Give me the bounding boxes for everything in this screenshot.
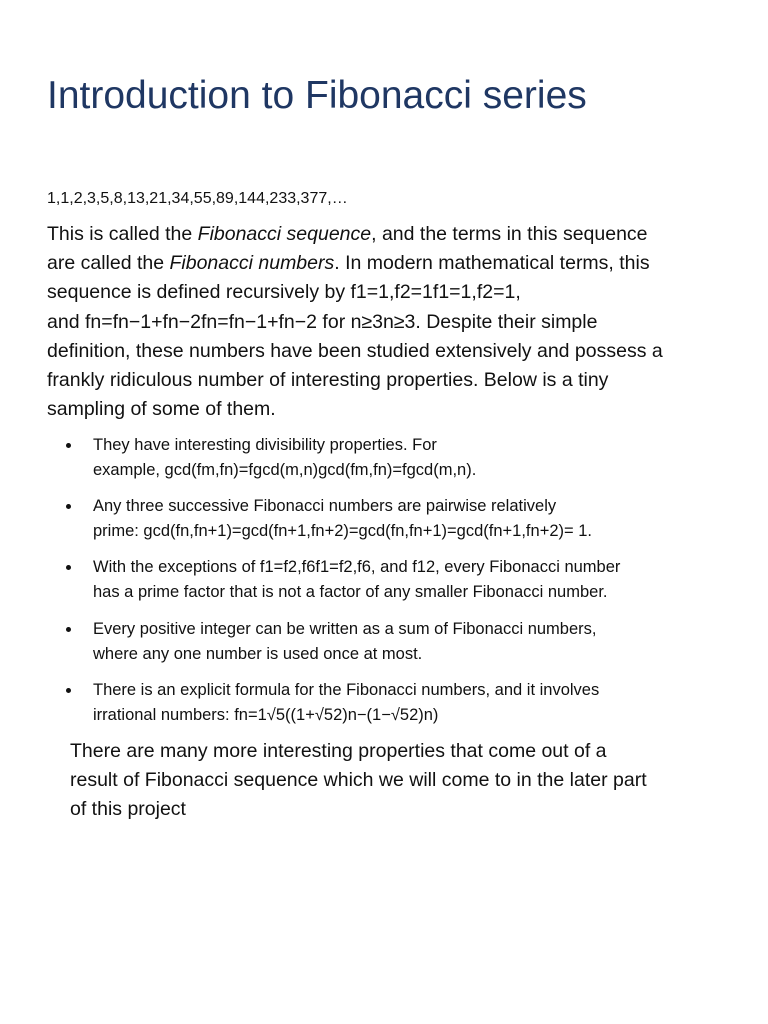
bullet-icon bbox=[66, 688, 71, 693]
intro-line: frankly ridiculous number of interesting properties. Below is a tiny bbox=[47, 369, 609, 392]
list-item-line: example, gcd(fm,fn)=fgcd(m,n)gcd(fm,fn)=fgcd(m,n). bbox=[93, 460, 477, 479]
closing-line: result of Fibonacci sequence which we will come to in the later part bbox=[70, 769, 647, 792]
list-item-line: irrational numbers: fn=1√5((1+√52)n−(1−√52)n) bbox=[93, 705, 439, 724]
intro-line: and fn=fn−1+fn−2fn=fn−1+fn−2 for n≥3n≥3. Despite their simple bbox=[47, 310, 598, 333]
intro-text: This is called the bbox=[47, 223, 198, 245]
fibonacci-sequence: 1,1,2,3,5,8,13,21,34,55,89,144,233,377,… bbox=[47, 190, 348, 207]
intro-text: , and the terms in this sequence bbox=[371, 223, 648, 245]
list-item-line: Every positive integer can be written as a sum of Fibonacci numbers, bbox=[93, 620, 597, 638]
closing-line: of this project bbox=[70, 798, 186, 821]
list-item-line: There is an explicit formula for the Fibonacci numbers, and it involves bbox=[93, 681, 600, 699]
bullet-icon bbox=[66, 565, 71, 570]
intro-line: definition, these numbers have been studied extensively and possess a bbox=[47, 339, 663, 362]
intro-text: are called the bbox=[47, 252, 170, 275]
intro-text: . In modern mathematical terms, this bbox=[334, 252, 650, 275]
list-item-text bbox=[93, 494, 723, 543]
closing-line: There are many more interesting properties that come out of a bbox=[70, 740, 607, 762]
bullet-icon bbox=[66, 504, 71, 509]
list-item-text bbox=[93, 678, 723, 727]
page-title: Introduction to Fibonacci series bbox=[47, 74, 587, 117]
list-item-line: where any one number is used once at most. bbox=[93, 644, 423, 663]
intro-paragraph bbox=[47, 220, 737, 424]
bullet-icon bbox=[66, 627, 71, 632]
list-item-text bbox=[93, 617, 723, 666]
list-item-line: Any three successive Fibonacci numbers are pairwise relatively bbox=[93, 497, 557, 515]
list-item-text bbox=[93, 433, 723, 482]
intro-line bbox=[47, 220, 737, 249]
intro-line: sampling of some of them. bbox=[47, 398, 276, 421]
closing-paragraph bbox=[70, 737, 730, 825]
list-item-line: With the exceptions of f1=f2,f6f1=f2,f6, and f12, every Fibonacci number bbox=[93, 558, 621, 576]
term-fibonacci-sequence: Fibonacci sequence bbox=[197, 223, 372, 245]
term-fibonacci-numbers: Fibonacci numbers bbox=[169, 252, 335, 275]
list-item-line: They have interesting divisibility properties. For bbox=[93, 436, 437, 454]
intro-line: sequence is defined recursively by f1=1,f2=1f1=1,f2=1, bbox=[47, 281, 521, 304]
list-item-text bbox=[93, 555, 723, 604]
list-item-line: has a prime factor that is not a factor of any smaller Fibonacci number. bbox=[93, 582, 608, 601]
intro-line bbox=[47, 249, 737, 278]
list-item-line: prime: gcd(fn,fn+1)=gcd(fn+1,fn+2)=gcd(fn,fn+1)=gcd(fn+1,fn+2)= 1. bbox=[93, 521, 592, 540]
bullet-icon bbox=[66, 443, 71, 448]
